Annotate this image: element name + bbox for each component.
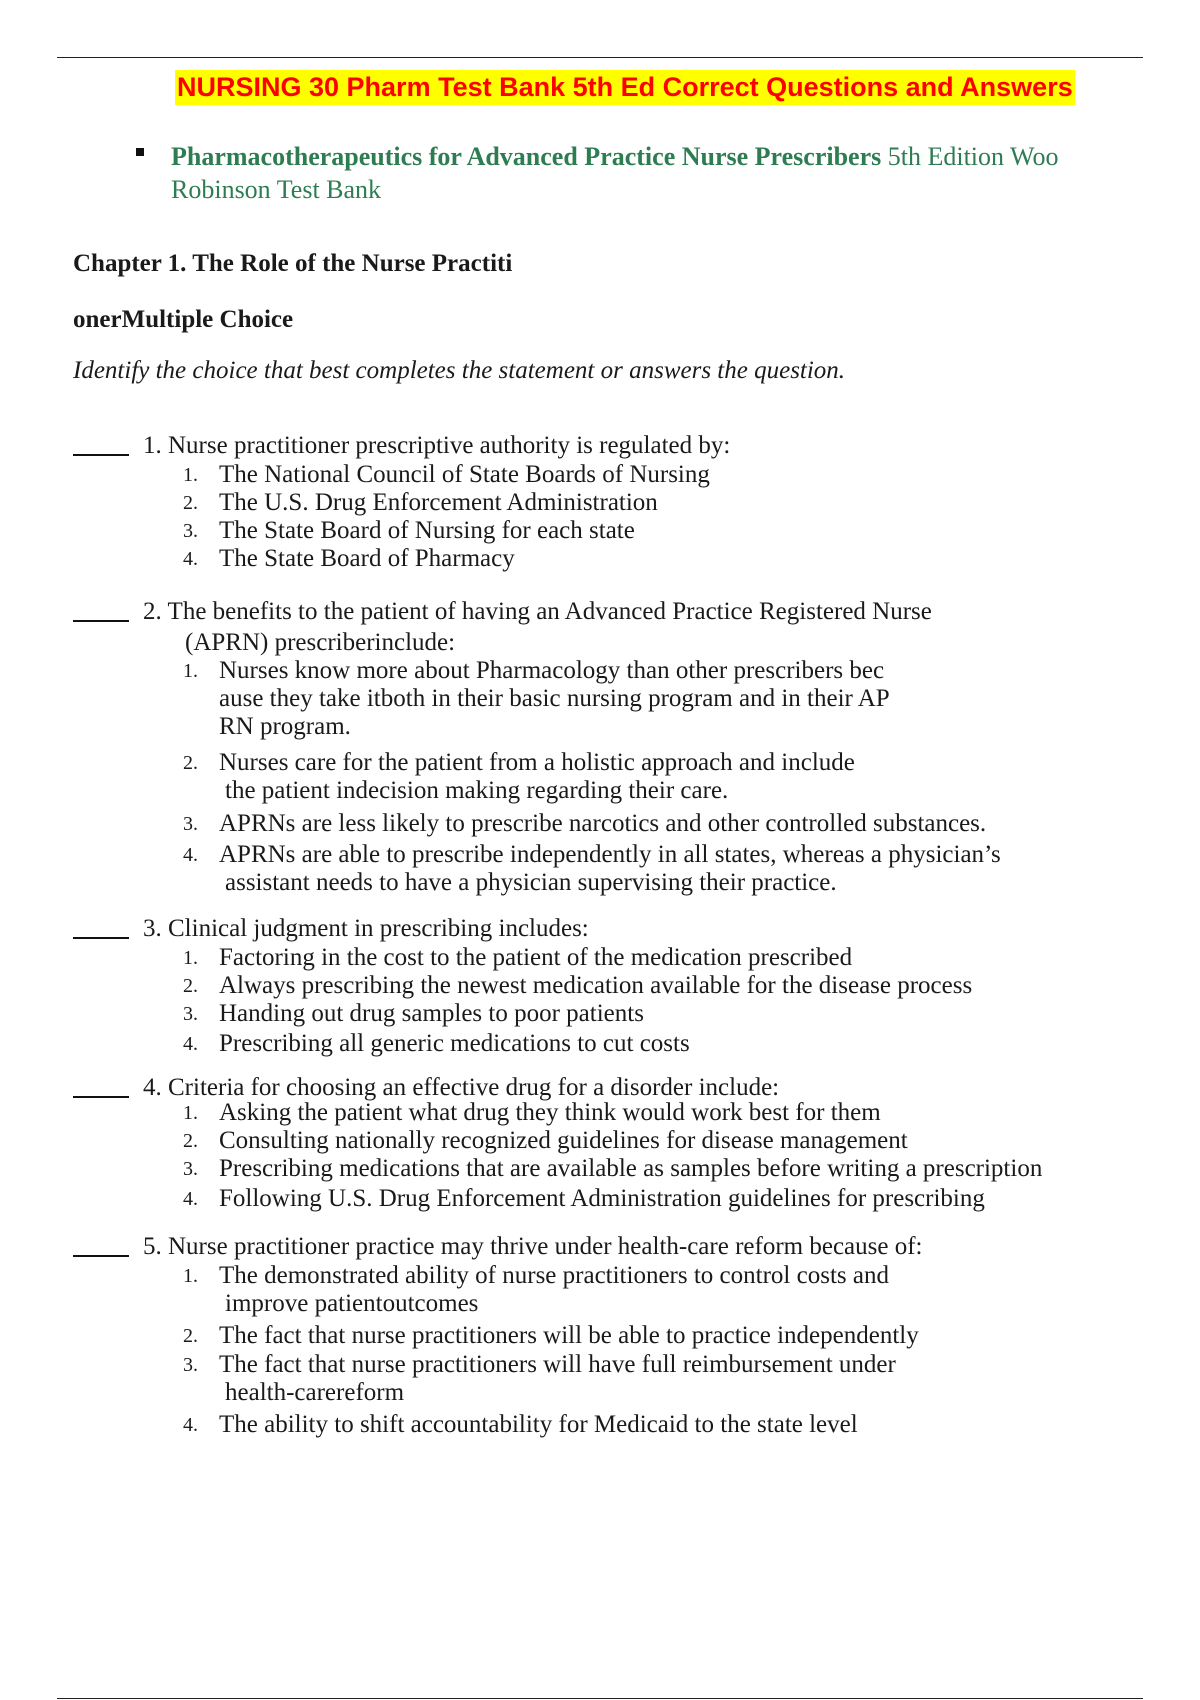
option-1 — [183, 1099, 881, 1127]
option-text: The U.S. Drug Enforcement Administration — [219, 489, 658, 516]
answer-blank — [73, 1096, 129, 1098]
option-3 — [183, 1155, 1042, 1183]
instructions: Identify the choice that best completes the statement or answers the question. — [73, 357, 846, 384]
option-text: APRNs are able to prescribe independently in all states, whereas a physician’s — [219, 841, 1001, 868]
option-number: 1. — [183, 1102, 198, 1124]
option-number: 2. — [183, 752, 198, 774]
answer-blank — [73, 620, 129, 622]
option-text: Nurses care for the patient from a holistic approach and include — [219, 749, 855, 776]
option-number: 3. — [183, 813, 198, 835]
option-number: 4. — [183, 1033, 198, 1055]
question-stem-line: 4. Criteria for choosing an effective drug for a disorder include: — [143, 1074, 780, 1101]
question-stem — [143, 1231, 922, 1262]
reference-text — [171, 140, 1140, 206]
option-number: 3. — [183, 1003, 198, 1025]
option-3 — [183, 810, 986, 838]
option-2 — [183, 749, 855, 805]
option-number: 4. — [183, 1188, 198, 1210]
question-stem-line: 5. Nurse practitioner practice may thrive under health-care reform because of: — [143, 1233, 923, 1260]
option-2 — [183, 489, 658, 517]
answer-blank — [73, 1255, 129, 1257]
option-number: 1. — [183, 464, 198, 486]
option-number: 2. — [183, 492, 198, 514]
option-text: Asking the patient what drug they think would work best for them — [219, 1099, 881, 1126]
option-text: Factoring in the cost to the patient of the medication prescribed — [219, 944, 853, 971]
reference-authors: Robinson Test Bank — [171, 175, 382, 204]
option-2 — [183, 1322, 919, 1350]
option-text: Prescribing medications that are available as samples before writing a prescription — [219, 1155, 1043, 1182]
option-1 — [183, 657, 890, 741]
option-number: 2. — [183, 975, 198, 997]
option-2 — [183, 1127, 908, 1155]
reference-edition: 5th Edition Woo — [881, 142, 1059, 171]
option-2 — [183, 972, 972, 1000]
option-1 — [183, 461, 710, 489]
option-3 — [183, 517, 635, 545]
option-text: assistant needs to have a physician supervising their practice. — [225, 869, 837, 896]
option-1 — [183, 1262, 889, 1318]
option-text: Always prescribing the newest medication available for the disease process — [219, 972, 973, 999]
option-text: The fact that nurse practitioners will be able to practice independently — [219, 1322, 919, 1349]
chapter-heading: Chapter 1. The Role of the Nurse Practiti — [73, 250, 513, 277]
answer-blank — [73, 454, 129, 456]
option-text: Prescribing all generic medications to cut costs — [219, 1030, 690, 1057]
option-text: improve patientoutcomes — [225, 1290, 479, 1317]
question-stem-line: 3. Clinical judgment in prescribing includes: — [143, 915, 589, 942]
reference-item — [130, 140, 1140, 206]
question-stem-line: (APRN) prescriberinclude: — [185, 629, 456, 656]
option-text: ause they take itboth in their basic nursing program and in their AP — [219, 685, 890, 712]
option-4 — [183, 545, 515, 573]
option-text: the patient indecision making regarding their care. — [225, 777, 729, 804]
option-number: 2. — [183, 1325, 198, 1347]
bottom-rule — [57, 1698, 1143, 1699]
top-rule — [57, 57, 1143, 58]
section-heading: onerMultiple Choice — [73, 306, 294, 333]
option-text: Following U.S. Drug Enforcement Administration guidelines for prescribing — [219, 1185, 985, 1212]
option-number: 3. — [183, 1354, 198, 1376]
option-number: 1. — [183, 660, 198, 682]
option-number: 3. — [183, 1158, 198, 1180]
question-stem — [143, 596, 932, 658]
reference-book-title: Pharmacotherapeutics for Advanced Practice Nurse Prescribers — [171, 142, 882, 171]
option-number: 1. — [183, 1265, 198, 1287]
option-4 — [183, 1411, 858, 1439]
option-number: 4. — [183, 844, 198, 866]
option-number: 2. — [183, 1130, 198, 1152]
option-number: 3. — [183, 520, 198, 542]
option-text: APRNs are less likely to prescribe narcotics and other controlled substances. — [219, 810, 987, 837]
question-stem — [143, 430, 730, 461]
option-text: Nurses know more about Pharmacology than other prescribers bec — [219, 657, 885, 684]
option-4 — [183, 1030, 690, 1058]
option-text: Handing out drug samples to poor patients — [219, 1000, 644, 1027]
bullet-icon — [136, 148, 144, 156]
option-text: The State Board of Pharmacy — [219, 545, 515, 572]
option-number: 4. — [183, 1414, 198, 1436]
option-3 — [183, 1000, 644, 1028]
option-text: The State Board of Nursing for each state — [219, 517, 635, 544]
document-title: NURSING 30 Pharm Test Bank 5th Ed Correct Questions and Answers — [175, 70, 1075, 105]
option-4 — [183, 1185, 985, 1213]
option-text: health-carereform — [225, 1379, 405, 1406]
option-1 — [183, 944, 852, 972]
option-text: Consulting nationally recognized guidelines for disease management — [219, 1127, 908, 1154]
option-number: 4. — [183, 548, 198, 570]
question-stem-line: 2. The benefits to the patient of having an Advanced Practice Registered Nurse — [143, 598, 932, 625]
option-text: RN program. — [219, 713, 351, 740]
answer-blank — [73, 937, 129, 939]
question-stem — [143, 913, 589, 944]
option-text: The National Council of State Boards of Nursing — [219, 461, 710, 488]
option-text: The ability to shift accountability for Medicaid to the state level — [219, 1411, 858, 1438]
option-text: The demonstrated ability of nurse practitioners to control costs and — [219, 1262, 889, 1289]
option-number: 1. — [183, 947, 198, 969]
option-4 — [183, 841, 1001, 897]
title-banner — [175, 70, 1075, 105]
option-text: The fact that nurse practitioners will have full reimbursement under — [219, 1351, 896, 1378]
question-stem-line: 1. Nurse practitioner prescriptive authority is regulated by: — [143, 432, 731, 459]
option-3 — [183, 1351, 896, 1407]
